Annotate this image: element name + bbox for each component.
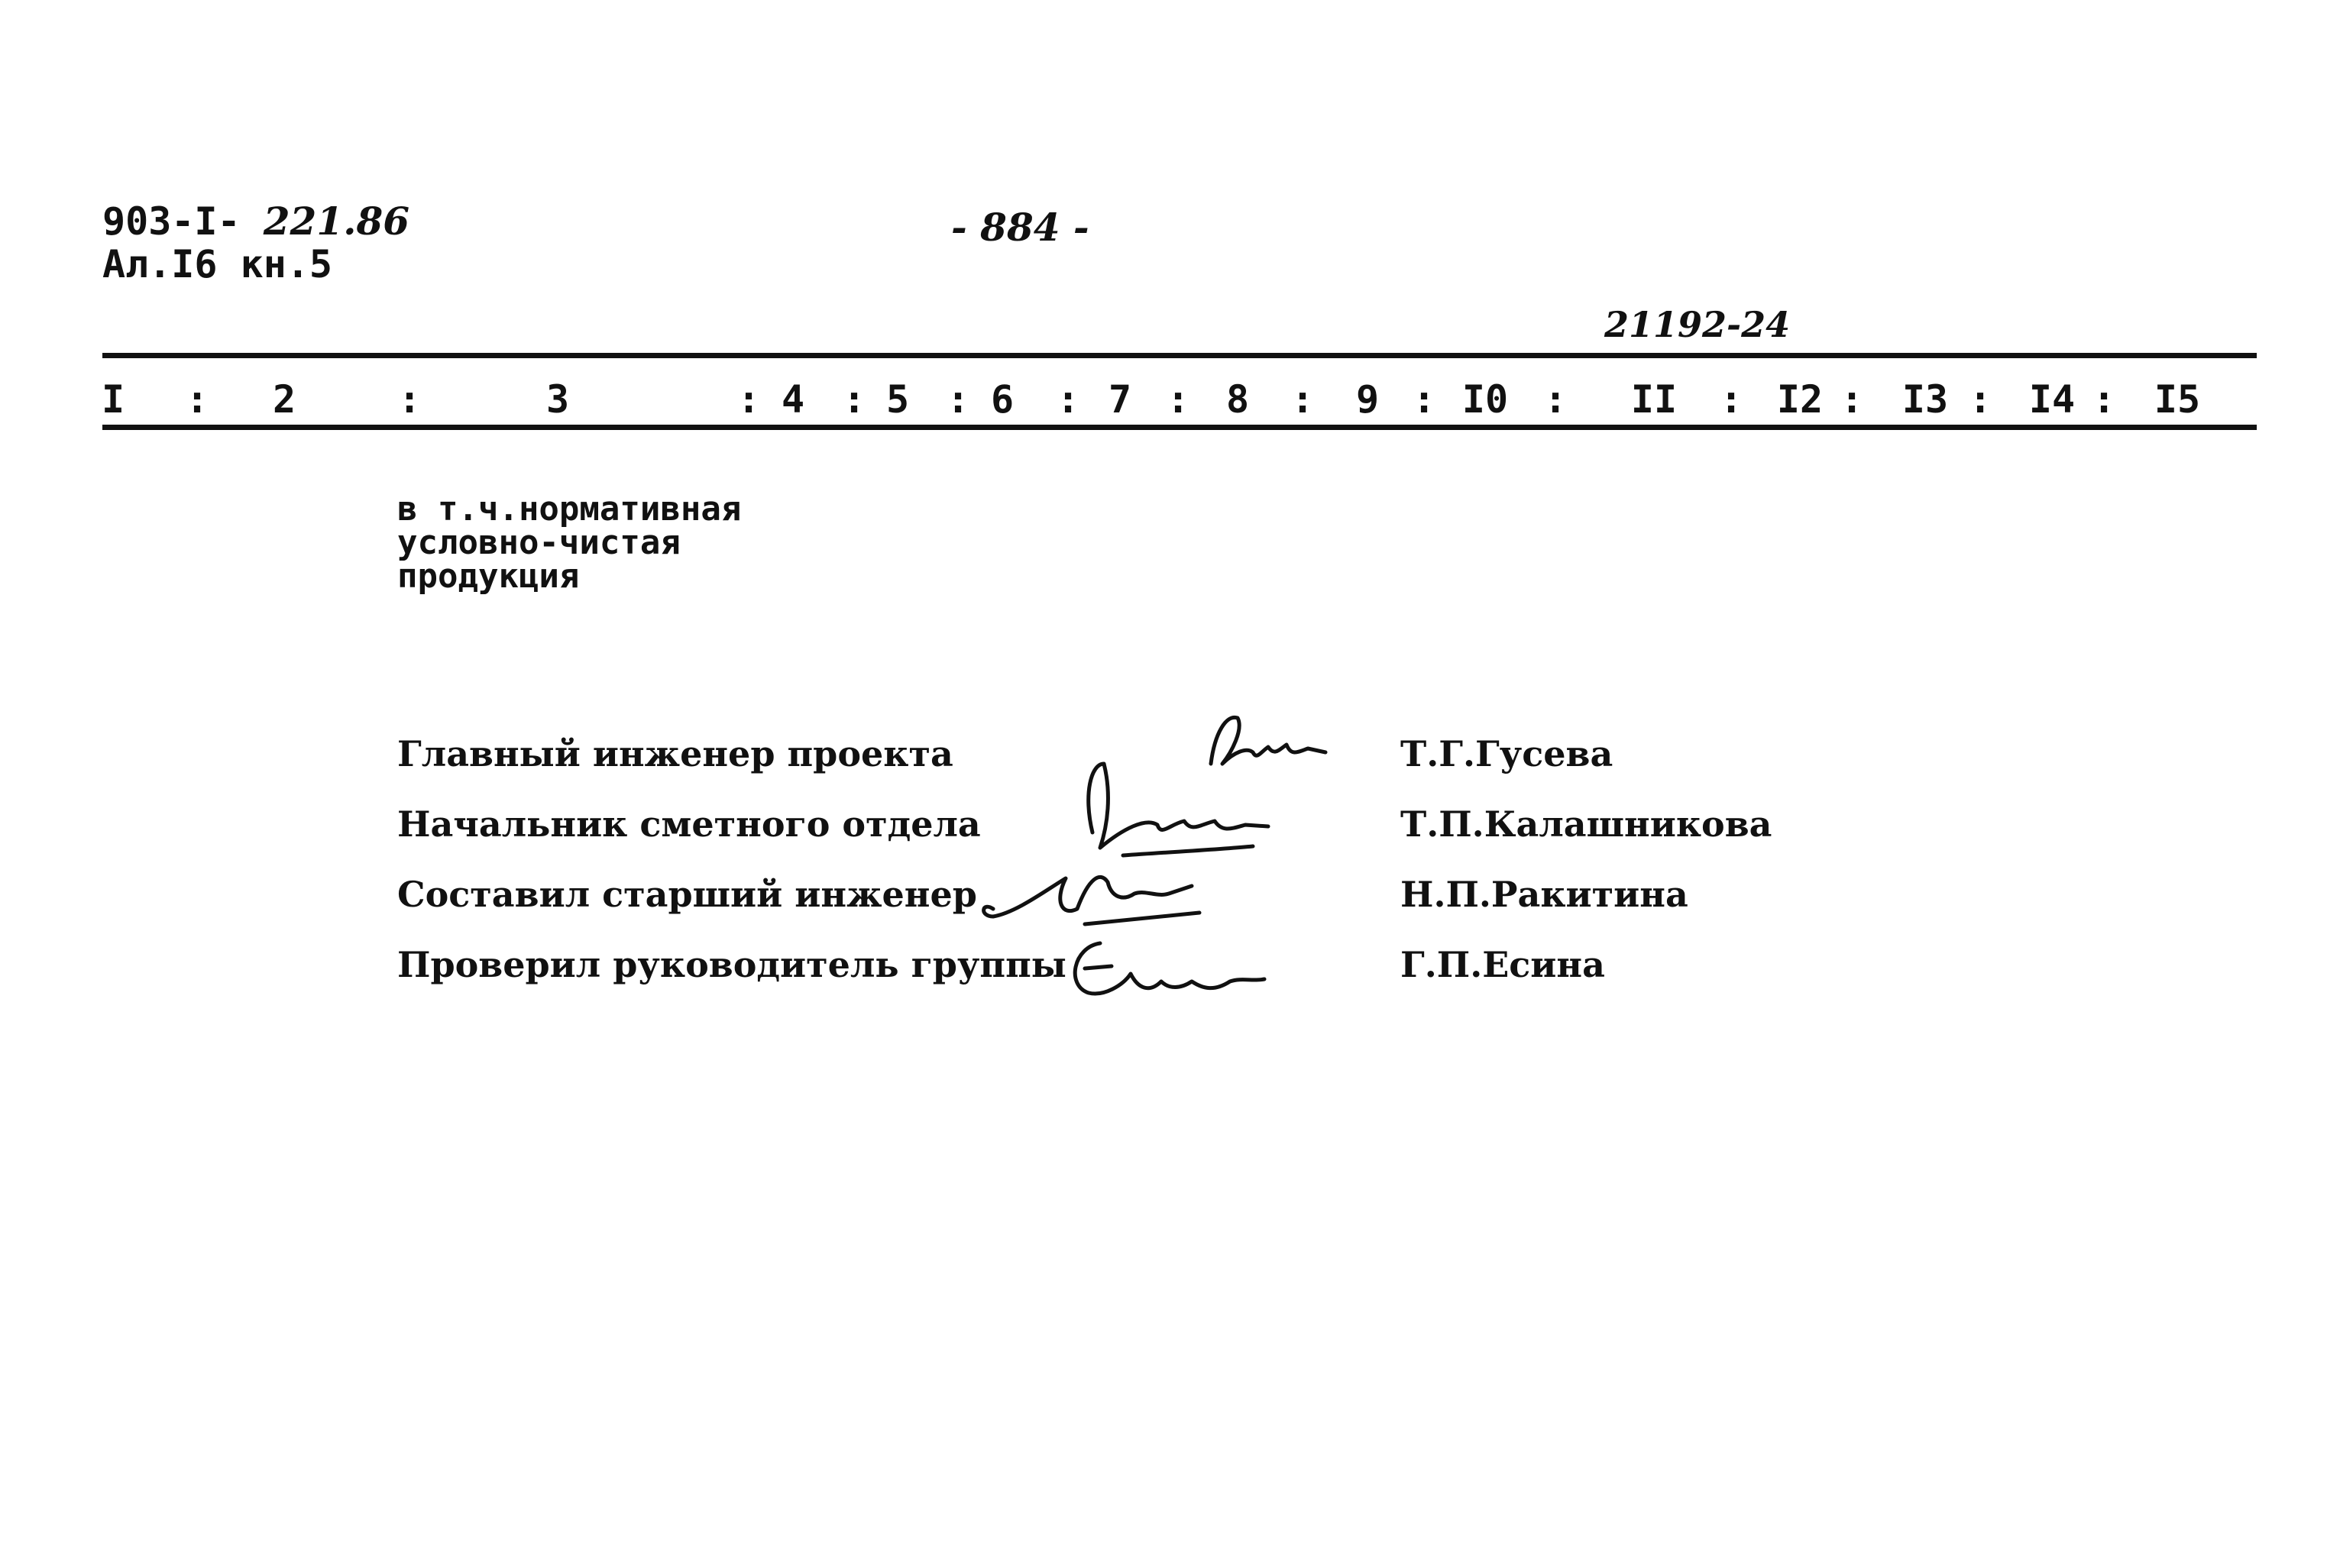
column-separator: :: [842, 377, 866, 422]
signature-compiler: [984, 877, 1199, 924]
signature-person-estimate-head: Т.П.Калашникова: [1400, 803, 1772, 845]
column-header-14: I4: [2028, 377, 2076, 422]
note-line: условно-чистая: [397, 523, 681, 562]
table-top-rule: [102, 353, 2257, 358]
column-header-5: 5: [885, 377, 910, 422]
signature-estimate-head: [1089, 764, 1268, 855]
column-separator: :: [2092, 377, 2116, 422]
column-separator: :: [1166, 377, 1190, 422]
column-header-6: 6: [990, 377, 1015, 422]
column-separator: :: [1840, 377, 1864, 422]
column-separator: :: [1968, 377, 1992, 422]
signature-person-chief-engineer: Т.Г.Гусева: [1400, 733, 1613, 774]
column-header-3: 3: [545, 377, 570, 422]
document-code: [102, 200, 409, 286]
column-header-10: I0: [1461, 377, 1509, 422]
column-header-2: 2: [272, 377, 296, 422]
document-code-line: [102, 200, 409, 243]
document-code-printed: 903-I-: [102, 199, 241, 244]
column-separator: :: [1290, 377, 1315, 422]
signature-person-checker: Г.П.Есина: [1400, 944, 1605, 985]
column-separator: :: [736, 377, 761, 422]
column-header-7: 7: [1108, 377, 1132, 422]
signature-checker: [1075, 943, 1264, 994]
signature-title-checker: Проверил руководитель группы: [397, 944, 1066, 985]
column-separator: :: [1412, 377, 1436, 422]
column-header-8: 8: [1225, 377, 1250, 422]
signature-title-estimate-head: Начальник сметного отдела: [397, 803, 981, 845]
column-header-12: I2: [1776, 377, 1824, 422]
column-header-9: 9: [1355, 377, 1380, 422]
column-header-13: I3: [1901, 377, 1949, 422]
normative-product-note: [397, 490, 742, 596]
table-bottom-rule: [102, 425, 2257, 430]
column-header-1: I: [101, 377, 125, 422]
reference-number: 21192-24: [1604, 304, 1791, 345]
note-line: в т.ч.нормативная: [397, 490, 742, 529]
note-line: продукция: [397, 557, 580, 596]
document-code-handwritten: 221.86: [263, 199, 410, 244]
column-header-11: II: [1630, 377, 1678, 422]
column-separator: :: [397, 377, 422, 422]
column-separator: :: [1056, 377, 1080, 422]
album-line: Ал.I6 кн.5: [102, 242, 333, 286]
signature-title-chief-engineer: Главный инженер проекта: [397, 733, 953, 774]
page-number: - 884 -: [951, 205, 1089, 250]
signature-person-compiler: Н.П.Ракитина: [1400, 874, 1688, 915]
column-separator: :: [946, 377, 970, 422]
signature-chief-engineer: [1211, 717, 1325, 764]
signature-title-compiler: Составил старший инженер: [397, 874, 977, 915]
column-header-4: 4: [781, 377, 805, 422]
column-separator: :: [185, 377, 209, 422]
column-header-15: I5: [2154, 377, 2201, 422]
column-separator: :: [1543, 377, 1568, 422]
column-separator: :: [1719, 377, 1743, 422]
